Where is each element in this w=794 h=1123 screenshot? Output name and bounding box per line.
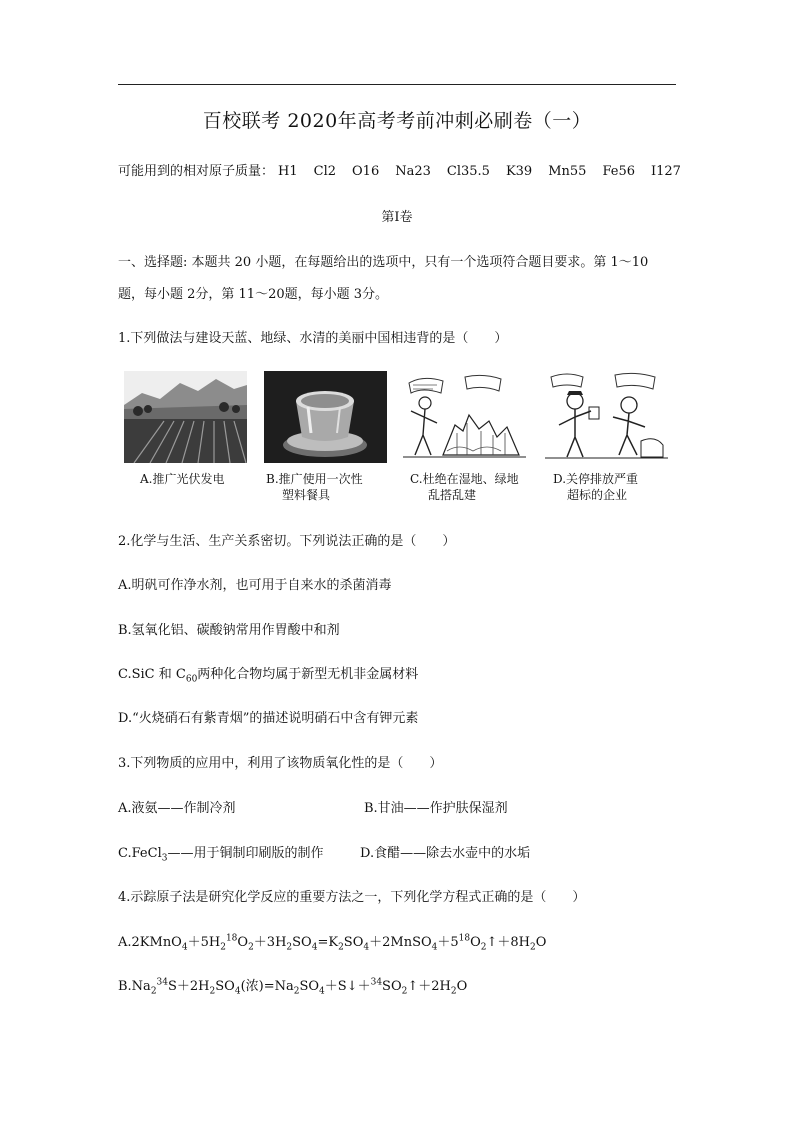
q4-stem: 4.示踪原子法是研究化学反应的重要方法之一，下列化学方程式正确的是（ ） (118, 890, 586, 905)
atomic-mass-item: O16 (352, 164, 380, 179)
q1-option-b (266, 471, 363, 503)
q1-option-d-line2: 超标的企业 (567, 488, 628, 502)
q1-option-b-line2: 塑料餐具 (282, 488, 331, 502)
q4-option-a: $A.2KMnO_4+5H_2^{18}O_2+3H_2SO_4=K_2SO_4+2MnSO_4+5^{18}O_2↑+8H_2O$ (118, 933, 547, 953)
q1-option-a-line1: A.推广光伏发电 (140, 472, 225, 486)
atomic-mass-item: Mn55 (548, 164, 587, 179)
atomic-masses-line (118, 160, 681, 179)
q4-option-b: $B.Na_2^{34}S+2H_2SO_4$(浓)$=Na_2SO_4+S↓+^{34}SO_2↑+2H_2O$ (118, 977, 468, 997)
q1-stem: 1.下列做法与建设天蓝、地绿、水清的美丽中国相违背的是（ ） (118, 331, 508, 346)
q1-option-b-line1: B.推广使用一次性 (266, 472, 363, 486)
q3-option-b: B.甘油——作护肤保湿剂 (364, 801, 508, 816)
q1-option-d (553, 471, 638, 503)
q3-stem: 3.下列物质的应用中，利用了该物质氧化性的是（ ） (118, 756, 443, 771)
header-rule (118, 84, 676, 85)
atomic-masses-label: 可能用到的相对原子质量： (118, 164, 275, 179)
factory-cartoon-image (545, 371, 668, 463)
atomic-mass-item: Cl2 (313, 164, 337, 179)
atomic-mass-item: Cl35.5 (446, 164, 490, 179)
atomic-mass-item: H1 (278, 164, 298, 179)
atomic-mass-item: Na23 (395, 164, 431, 179)
q1-option-a (140, 471, 224, 487)
q2-option-a: A.明矾可作净水剂，也可用于自来水的杀菌消毒 (118, 578, 392, 593)
q3-option-d: D.食醋——除去水壶中的水垢 (360, 846, 531, 861)
q3-option-a: A.液氨——作制冷剂 (118, 801, 236, 816)
q1-option-c (410, 471, 519, 503)
q1-option-c-line1: C.杜绝在湿地、绿地 (410, 472, 519, 486)
solar-panels-image (124, 371, 247, 463)
atomic-mass-item: Fe56 (602, 164, 635, 179)
page-title: 百校联考 2020年高考考前冲刺必刷卷（一） (202, 110, 592, 132)
atomic-mass-item: K39 (505, 164, 533, 179)
wetland-cartoon-image (403, 371, 526, 463)
q2-option-c: C.SiC 和 $C_{60}$两种化合物均属于新型无机非金属材料 (118, 667, 419, 685)
q2-stem: 2.化学与生活、生产关系密切。下列说法正确的是（ ） (118, 534, 456, 549)
plastic-cup-image (264, 371, 387, 463)
section-intro-line1: 一、选择题: 本题共 20 小题，在每题给出的选项中，只有一个选项符合题目要求。第 1～10 (118, 255, 649, 270)
q1-option-d-line1: D.关停排放严重 (553, 472, 639, 486)
q2-option-b: B.氢氧化铝、碳酸钠常用作胃酸中和剂 (118, 623, 340, 638)
volume-title: 第Ⅰ卷 (381, 210, 413, 225)
q2-option-d: D.“火烧硝石有紫青烟”的描述说明硝石中含有钾元素 (118, 711, 419, 726)
atomic-mass-item: I127 (651, 164, 681, 179)
q1-option-c-line2: 乱搭乱建 (428, 488, 477, 502)
section-intro-line2: 题，每小题 2分，第 11～20题，每小题 3分。 (118, 287, 389, 302)
q3-option-c: C.FeCl$_3$——用于铜制印刷版的制作 (118, 846, 324, 864)
